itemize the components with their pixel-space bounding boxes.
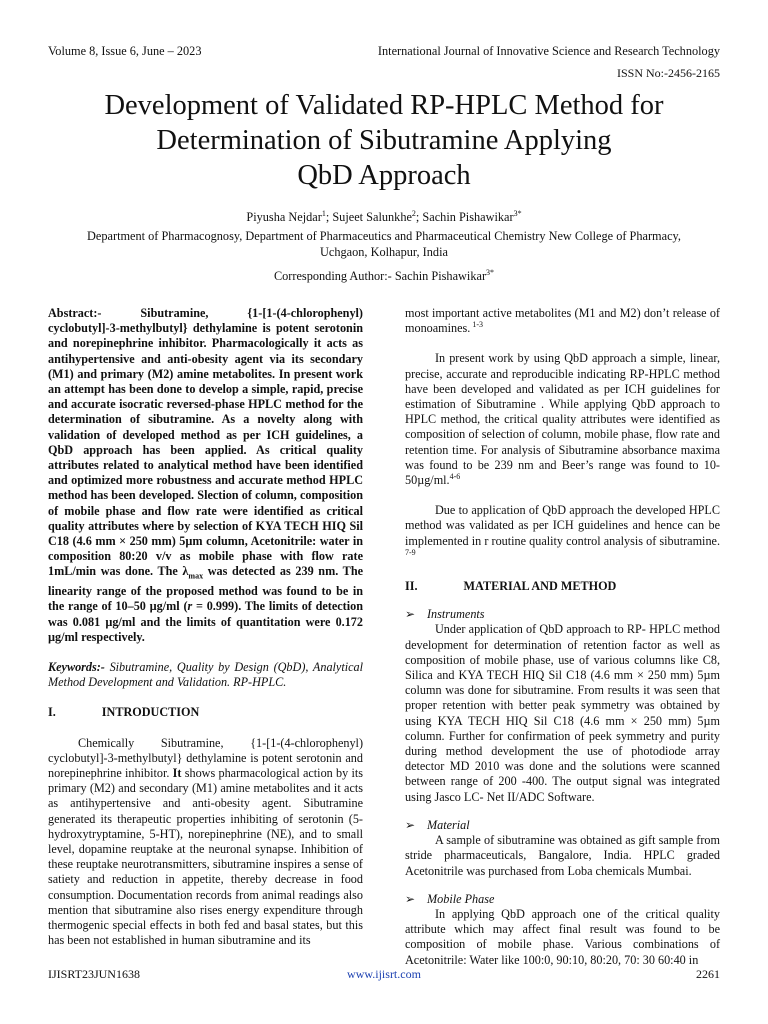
section-2-number: II.	[405, 579, 418, 594]
right-paragraph-2	[405, 503, 720, 564]
left-column	[48, 306, 363, 948]
affiliation-line-2: Uchgaon, Kolhapur, India	[320, 245, 448, 259]
paper-code: IJISRT23JUN1638	[48, 967, 140, 981]
affiliation-line-1: Department of Pharmacognosy, Department of Pharmaceutics and Pharmaceutical Chemistry New College of Pharmacy,	[87, 229, 681, 243]
author-2: Sujeet Salunkhe	[332, 210, 412, 224]
lambda-max-subscript: max	[188, 571, 204, 581]
subheading-mobile-phase-label: Mobile Phase	[427, 891, 495, 906]
author-2-affil: 2	[411, 208, 416, 218]
material-paragraph: A sample of sibutramine was obtained as gift sample from stride pharmaceuticals, Bangalore, India. HPLC graded Acetonitrile was purchased from Loba chemicals Mumbai.	[405, 833, 720, 878]
subheading-material	[405, 818, 720, 833]
keywords	[48, 660, 363, 690]
author-separator: ;	[325, 210, 333, 224]
intro-paragraph	[48, 736, 363, 949]
section-1-title: INTRODUCTION	[101, 705, 200, 720]
author-3: Sachin Pishawikar	[422, 210, 514, 224]
citation-ref: 1-3	[470, 320, 484, 330]
section-1-heading	[48, 705, 363, 720]
section-2-heading	[405, 579, 720, 594]
section-2-title: MATERIAL AND METHOD	[463, 579, 617, 594]
page-number: 2261	[696, 967, 720, 981]
abstract-text-2: was detected as 239 nm. The linearity range of the proposed method was found to be in the range of 10–50 µg/ml (	[48, 564, 364, 614]
intro-text-1: Chemically Sibutramine, {1-[1-(4-chlorophenyl) cyclobutyl]-3-methylbutyl} dethylamine is potent serotonin and norepinephrine inhibitor.	[48, 735, 363, 780]
right-intro-continuation	[405, 306, 720, 336]
paper-title	[40, 88, 728, 193]
author-1: Piyusha Nejdar	[246, 210, 322, 224]
journal-name: International Journal of Innovative Science and Research Technology	[377, 44, 720, 58]
title-line-1: Development of Validated RP-HPLC Method for	[104, 90, 664, 121]
title-line-3: QbD Approach	[297, 160, 471, 191]
arrow-bullet-icon: ➢	[405, 607, 416, 622]
citation-ref: 7-9	[405, 547, 416, 557]
affiliation	[40, 228, 728, 260]
keywords-label: Keywords:-	[48, 659, 105, 674]
volume-issue: Volume 8, Issue 6, June – 2023	[48, 44, 202, 58]
corresponding-author	[40, 269, 728, 284]
arrow-bullet-icon: ➢	[405, 891, 416, 906]
arrow-bullet-icon: ➢	[405, 817, 416, 832]
title-line-2: Determination of Sibutramine Applying	[156, 125, 612, 156]
right-paragraph-1	[405, 351, 720, 488]
issn: ISSN No:-2456-2165	[616, 66, 720, 80]
author-separator: ;	[415, 210, 423, 224]
corresponding-author-affil: 3*	[486, 267, 495, 277]
section-1-number: I.	[48, 705, 56, 720]
citation-ref: 4-6	[449, 471, 461, 481]
abstract	[48, 306, 363, 645]
right-text-2: Due to application of QbD approach the developed HPLC method was validated as per ICH guidelines and hence can be implemented in r routine quality control analysis of sibutramine.	[405, 503, 720, 548]
intro-text-bold: It	[172, 765, 182, 780]
author-3-affil: 3*	[513, 208, 522, 218]
abstract-text-3: = 0.999). The limits of detection was 0.081 µg/ml and the limits of quantitation were 0.172 µg/ml respectively.	[48, 599, 363, 644]
right-text-0: most important active metabolites (M1 and M2) don’t release of monoamines.	[405, 306, 720, 336]
keywords-text: Sibutramine, Quality by Design (QbD), Analytical Method Development and Validation. RP-HPLC.	[48, 659, 363, 690]
instruments-paragraph: Under application of QbD approach to RP- HPLC method development for determination of retention factor as well as composition of mobile phase, use of various columns like C8, Silica and KYA TECH HIQ Sil C18 (4.6 mm × 250 mm) 5µm column was done for sibutramine. From results it was seen that proper retention with better peak symmetry was obtained by using KYA TECH HIQ Sil C18 (4.6 mm × 250 mm) 5µm column. Further for confirmation of peek symmetry and purity during method development the use of photodiode array detector MD 2010 was done and the solutions were scanned between range of 200 -400. The output signal was integrated using Jasco LC- Net II/ADC Software.	[405, 622, 720, 804]
subheading-mobile-phase	[405, 892, 720, 907]
corresponding-author-text: Corresponding Author:- Sachin Pishawikar	[273, 269, 487, 283]
right-column	[405, 306, 720, 968]
abstract-r-symbol: r	[187, 599, 193, 614]
subheading-instruments	[405, 607, 720, 622]
author-list	[40, 210, 728, 225]
abstract-text-1: Abstract:- Sibutramine, {1-[1-(4-chlorophenyl) cyclobutyl]-3-methylbutyl} dethylamine is potent serotonin and norepinephrine inhibitor. Pharmacologically it acts as antihypertensive and anti-obesity agent via its secondary (M1) and primary (M2) amine metabolites. In present work an attempt has been done to develop a simple, rapid, precise and accurate isocratic reversed-phase HPLC method for the determination of sibutramine. As a novelty along with validation of developed method as per ICH guidelines, a QbD approach has been applied. As critical quality attributes related to analytical method have been identified and optimized more robustness and accurate method HPLC method has been developed. Slection of column, composition of mobile phase and flow rate were identified as critical quality attributes where by selection of KYA TECH HIQ Sil C18 (4.6 mm × 250 mm) 5µm column, Acetonitrile: water in composition 80:20 v/v as mobile phase with flow rate 1mL/min was done. The λ	[48, 306, 363, 579]
intro-text-2: shows pharmacological action by its primary (M2) and secondary (M1) amine metabolites and it acts as antihypertensive and anti-obesity agent. Sibutramine generated its therapeutic properties inhibiting of serotonin (5-hydroxytryptamine, 5-HT), norepinephrine (NE), and to small level, dopamine reuptake at the neuronal synapse. Inhibition of these reuptake neurotransmitters, sibutramine inspires a sense of satiety and reduction in appetite, thereby decrease in food consumption. Documentation records from animal readings also mention that sibutramine also rises energy expenditure through thermogenic special effects in both fed and basal states, but this has been not established in human sibutramine and its	[48, 765, 363, 948]
subheading-instruments-label: Instruments	[427, 607, 485, 622]
journal-url-link[interactable]: www.ijisrt.com	[347, 967, 421, 981]
subheading-material-label: Material	[427, 817, 470, 832]
author-1-affil: 1	[321, 208, 326, 218]
right-text-1: In present work by using QbD approach a simple, linear, precise, accurate and reproducible indicating RP-HPLC method have been developed and validated as per ICH guidelines for estimation of Sibutramine . While applying QbD approach to HPLC method, the critical quality attributes were identified as composition of selection of column, mobile phase, flow rate and retention time. For analysis of Sibutramine absorbance maxima was found to be 239 nm and Beer’s range was found to 10-50µg/ml.	[405, 351, 720, 488]
mobile-phase-paragraph: In applying QbD approach one of the critical quality attribute which may affect final result was found to be composition of mobile phase. Various combinations of Acetonitrile: Water like 100:0, 90:10, 80:20, 70: 30 60:40 in	[405, 906, 720, 967]
